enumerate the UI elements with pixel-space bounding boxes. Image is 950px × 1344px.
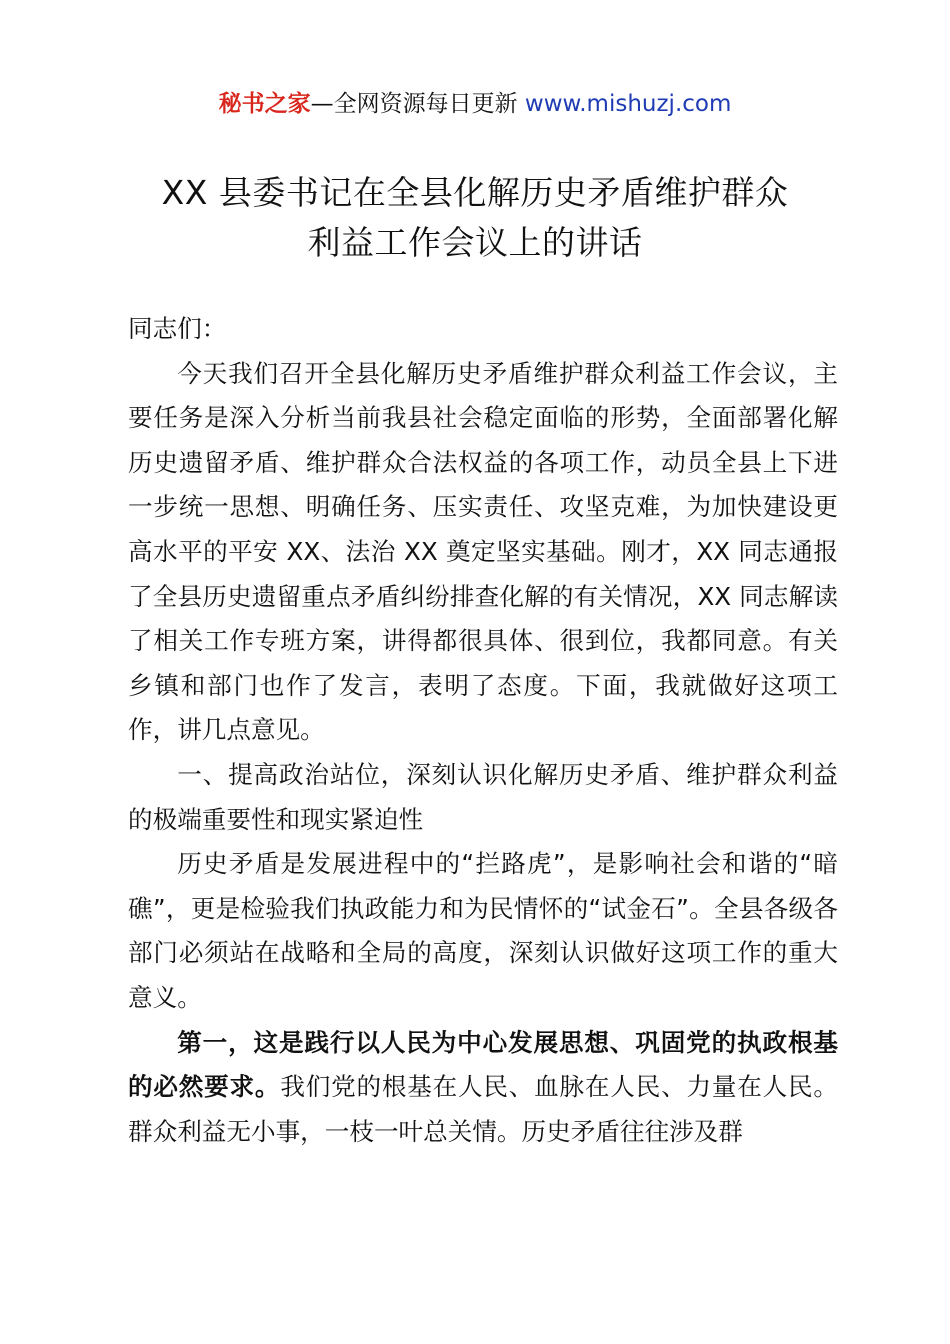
point-1-text: 我们党的根基在人民、血脉在人民、力量在人民。群众利益无小事，一枝一叶总关情。历史矛盾往往涉及群 [128,1072,838,1146]
paragraph-point-1 [128,1021,838,1155]
site-header [0,88,950,120]
header-tagline: —全网资源每日更新 [310,91,525,117]
point-1-heading: 第一，这是践行以人民为中心发展思想、巩固党的执政根基的必然要求。 [128,1027,838,1102]
salutation: 同志们： [128,314,227,343]
paragraph-intro: 今天我们召开全县化解历史矛盾维护群众利益工作会议，主要任务是深入分析当前我县社会稳定面临的形势，全面部署化解历史遗留矛盾、维护群众合法权益的各项工作，动员全县上下进一步统一思想、明确任务、压实责任、攻坚克难，为加快建设更高水平的平安 XX、法治 XX 奠定坚实基础。刚才，XX 同志通报了全县历史遗留重点矛盾纠纷排查化解的有关情况，XX 同志解读了相关工作专班方案，讲得都很具体、很到位，我都同意。有关乡镇和部门也作了发言，表明了态度。下面，我就做好这项工作，讲几点意见。 [128,358,838,745]
title-line-2: 利益工作会议上的讲话 [307,223,643,262]
paragraph-section1-intro: 历史矛盾是发展进程中的“拦路虎”，是影响社会和谐的“暗礁”，更是检验我们执政能力和为民情怀的“试金石”。全县各级各部门必须站在战略和全局的高度，深刻认识做好这项工作的重大意义。 [128,849,838,1012]
site-url-link[interactable]: www.mishuzj.com [524,91,732,117]
title-line-1: XX 县委书记在全县化解历史矛盾维护群众 [161,173,789,212]
brand-name: 秘书之家 [218,91,311,117]
document-body [128,307,838,1154]
document-title [100,168,850,268]
section-heading-1: 一、提高政治站位，深刻认识化解历史矛盾、维护群众利益的极端重要性和现实紧迫性 [128,759,838,834]
